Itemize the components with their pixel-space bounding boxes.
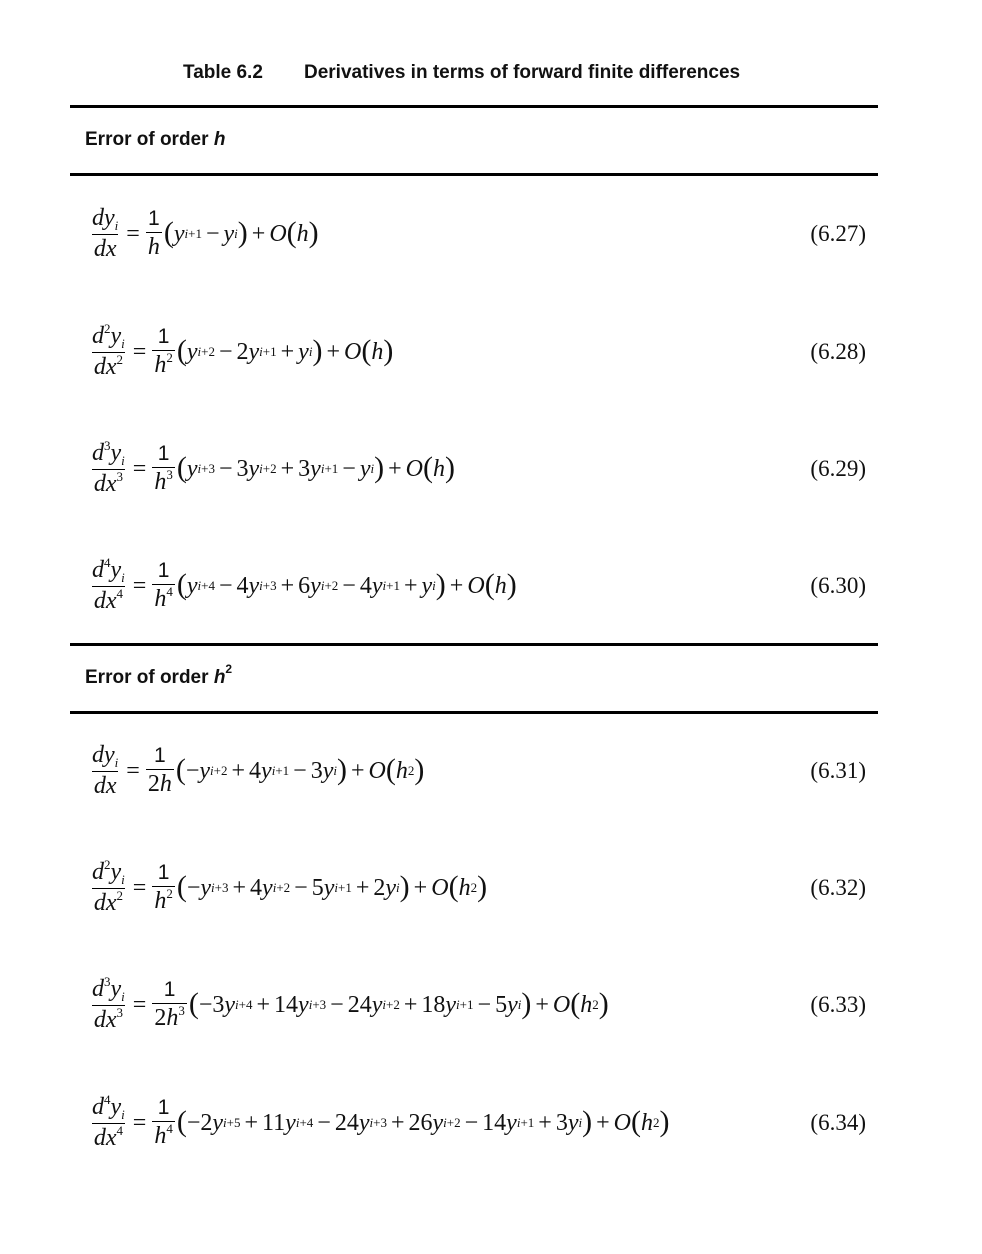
- formula: $\frac{d^2y_i}{dx^2}$ = $\frac{1}{h^2}$ ( y i+2 − 2 y i+1 + y i ) + O ( h ): [92, 321, 394, 380]
- section-rule: [70, 711, 878, 714]
- formula: $\frac{d^3y_i}{dx^3}$ = $\frac{1}{h^3}$ ( y i+3 − 3 y i+2 + 3 y i+1 − y i ) + O ( h ): [92, 438, 456, 497]
- formula: $\frac{d^3y_i}{dx^3}$ = $\frac{1}{2h^3}$ ( −3 y i+4 + 14 y i+3 − 24 y i+2 + 18 y i+1 − 5 y i ) + O ( h 2 ): [92, 974, 609, 1033]
- equation-number: (6.32): [810, 875, 866, 900]
- equation-number: (6.29): [810, 456, 866, 481]
- section-order-power: 2: [225, 662, 233, 676]
- equation-number: (6.30): [810, 573, 866, 598]
- equation-6-27: [88, 196, 878, 272]
- table-title: Derivatives in terms of forward finite differences: [304, 62, 741, 83]
- section-heading-order-h: [85, 129, 225, 151]
- equation-6-32: [88, 850, 878, 926]
- top-rule: [70, 105, 878, 108]
- equation-6-28: [88, 314, 878, 390]
- equation-6-30: [88, 548, 878, 624]
- formula: $\frac{dy_i}{dx}$ = $\frac{1}{h}$ ( y i+1 − y i ) + O ( h ): [92, 205, 319, 262]
- section-heading-order-h2: [85, 662, 233, 689]
- section-label: Error of order: [85, 129, 209, 150]
- equation-number: (6.27): [810, 221, 866, 246]
- formula: $\frac{d^4y_i}{dx^4}$ = $\frac{1}{h^4}$ ( y i+4 − 4 y i+3 + 6 y i+2 − 4 y i+1 + y i ) + O ( h ): [92, 555, 517, 614]
- equation-number: (6.31): [810, 758, 866, 783]
- section-rule: [70, 173, 878, 176]
- section-order-variable: h: [213, 667, 226, 688]
- section-rule: [70, 643, 878, 646]
- equation-number: (6.33): [810, 992, 866, 1017]
- formula: $\frac{dy_i}{dx}$ = $\frac{1}{2h}$ ( − y i+2 + 4 y i+1 − 3 y i ) + O ( h 2 ): [92, 742, 425, 799]
- section-order-variable: h: [213, 129, 226, 150]
- formula: $\frac{d^2y_i}{dx^2}$ = $\frac{1}{h^2}$ ( − y i+3 + 4 y i+2 − 5 y i+1 + 2 y i ) + O ( h 2 ): [92, 857, 488, 916]
- equation-6-29: [88, 431, 878, 507]
- equation-number: (6.28): [810, 339, 866, 364]
- section-label: Error of order: [85, 667, 209, 688]
- equation-number: (6.34): [810, 1110, 866, 1135]
- formula: $\frac{d^4y_i}{dx^4}$ = $\frac{1}{h^4}$ ( −2 y i+5 + 11 y i+4 − 24 y i+3 + 26 y i+2 − 14 y i+1 + 3 y i ) + O ( h 2 ): [92, 1092, 670, 1151]
- table-number: Table 6.2: [183, 62, 263, 83]
- equation-6-33: [88, 967, 878, 1043]
- equation-6-31: [88, 733, 878, 809]
- equation-6-34: [88, 1085, 878, 1161]
